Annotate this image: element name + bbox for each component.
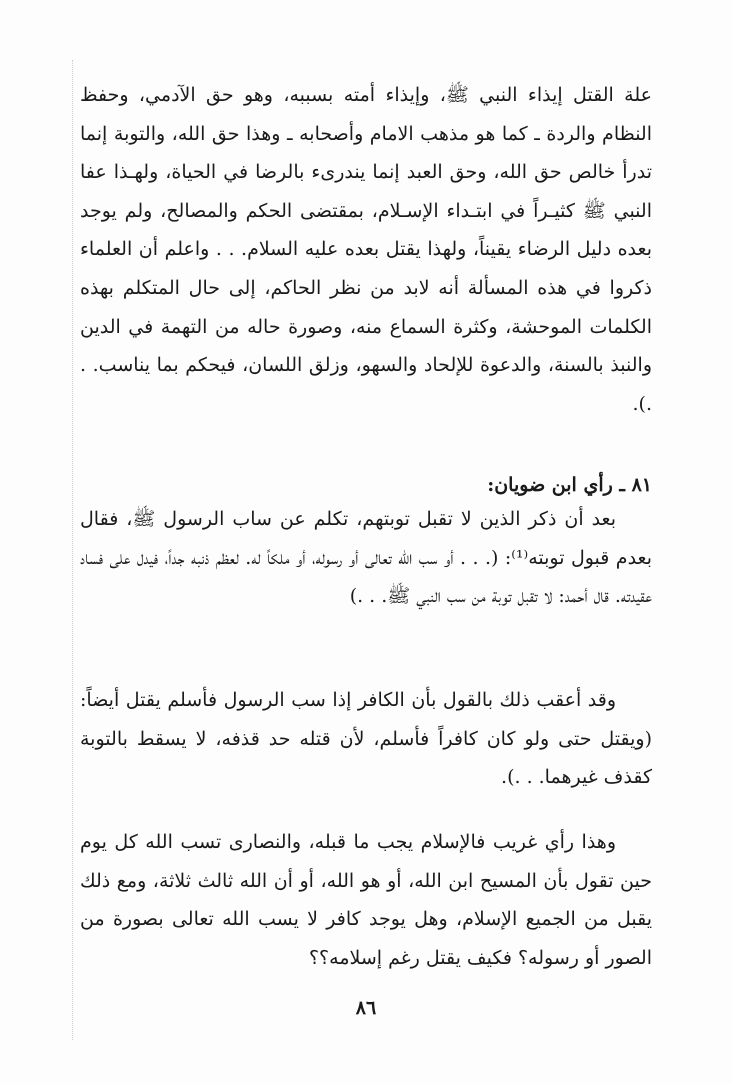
quote-paragraph-1: بعد أن ذكر الذين لا تقبل توبتهم، تكلم عن ساب الرسول ﷺ، فقال بعدم قبول توبته⁽¹⁾: (. . . أو سب الله تعالى أو رسوله، أو ملكاً له. لعظم ذنبه جداً، فيدل على فساد عقيدته. قال أحمد: لا تقبل توبة من سب النبي ﷺ. . .): [80, 508, 652, 608]
page-number: ٨٦: [355, 997, 377, 1019]
quote-paragraph-2: وقد أعقب ذلك بالقول بأن الكافر إذا سب الرسول فأسلم يقتل أيضاً: (ويقتل حتى ولو كان كافراً فأسلم، لأن قتله حد قذفه، لا يسقط بالتوبة كقذف غيرهما. . .).: [80, 689, 652, 789]
page-edge-line: [72, 60, 73, 1040]
intro-paragraph: علة القتل إيذاء النبي ﷺ، وإيذاء أمته بسببه، وهو حق الآدمي، وحفظ النظام والردة ـ كما هو مذهب الامام وأصحابه ـ وهذا حق الله، والتوبة إنما تدرأ خالص حق الله، وحق العبد إنما يندرىء بالرضا في الحياة، ولهـذا عفا النبي ﷺ كثيـراً في ابتـداء الإسـلام، بمقتضى الحكم والمصالح، ولم يوجد بعده دليل الرضاء يقيناً، ولهذا يقتل بعده عليه السلام. . . واعلم أن العلماء ذكروا في هذه المسألة أنه لابد من نظر الحاكم، إلى حال المتكلم بهذه الكلمات الموحشة، وكثرة السماع منه، وصورة حاله من التهمة في الدين والنبذ بالسنة، والدعوة للإلحاد والسهو، وزلق اللسان، فيحكم بما يناسب. . .).: [80, 84, 652, 415]
comment-paragraph: وهذا رأي غريب فالإسلام يجب ما قبله، والنصارى تسب الله كل يوم حين تقول بأن المسيح ابن الله، أو هو الله، أو أن الله ثالث ثلاثة، ومع ذلك يقبل من الجميع الإسلام، وهل يوجد كافر لا يسب الله تعالى بصورة من الصور أو رسوله؟ فكيف يقتل رغم إسلامه؟؟: [80, 831, 652, 969]
section-heading: ٨١ ـ رأي ابن ضويان:: [487, 474, 652, 496]
